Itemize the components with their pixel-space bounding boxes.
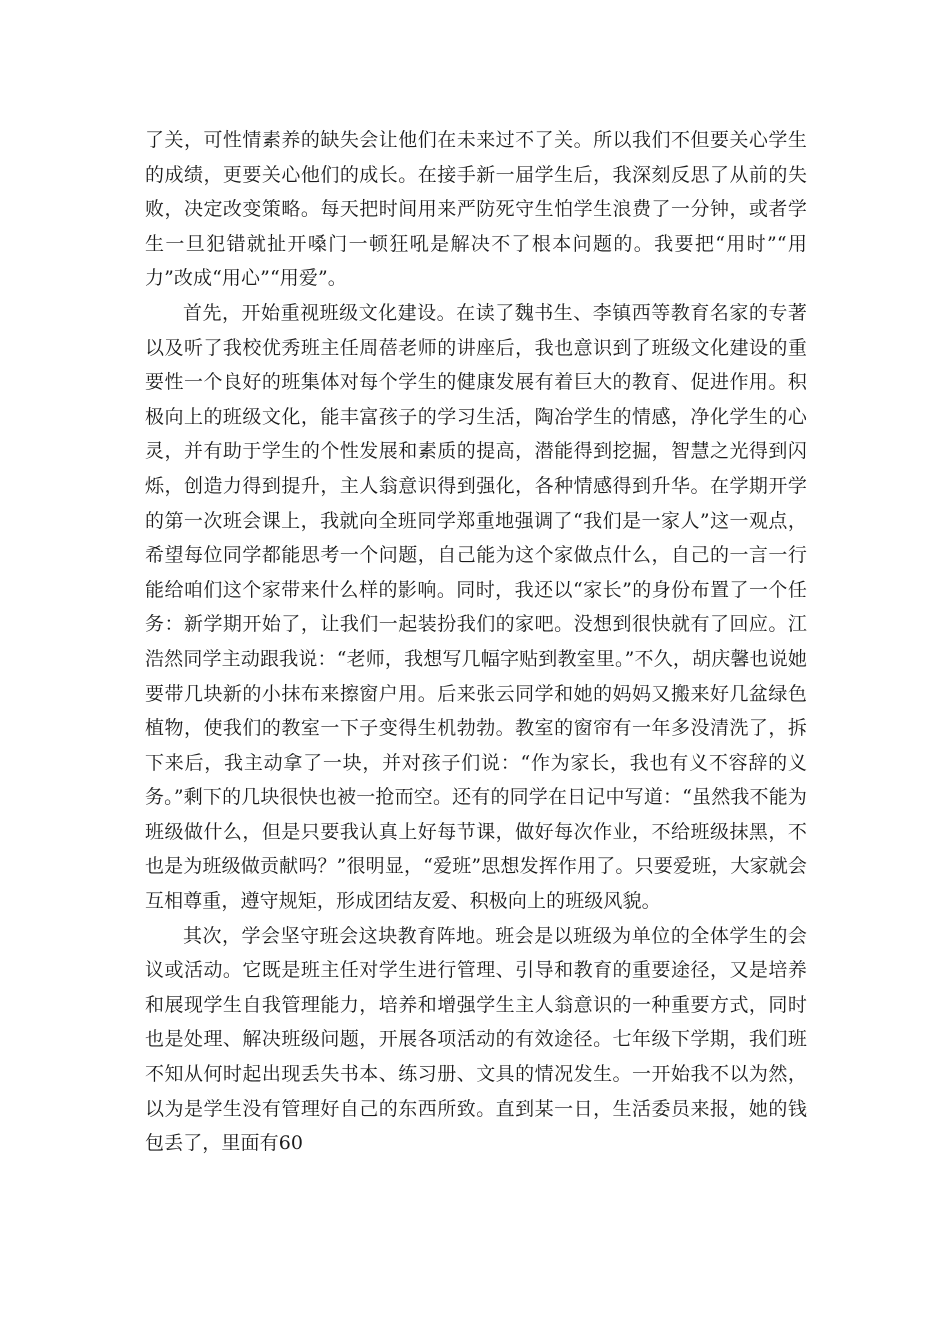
- paragraph-1: 了关，可性情素养的缺失会让他们在未来过不了关。所以我们不但要关心学生的成绩，更要关心他们的成长。在接手新一届学生后，我深刻反思了从前的失败，决定改变策略。每天把时间用来严防死守生怕学生浪费了一分钟，或者学生一旦犯错就扯开嗓门一顿狂吼是解决不了根本问题的。我要把“用时”“用力”改成“用心”“用爱”。: [145, 129, 807, 290]
- body-text: [145, 123, 807, 1161]
- paragraph-3: 其次，学会坚守班会这块教育阵地。班会是以班级为单位的全体学生的会议或活动。它既是班主任对学生进行管理、引导和教育的重要途径，又是培养和展现学生自我管理能力，培养和增强学生主人翁意识的一种重要方式，同时也是处理、解决班级问题，开展各项活动的有效途径。七年级下学期，我们班不知从何时起出现丢失书本、练习册、文具的情况发生。一开始我不以为然，以为是学生没有管理好自己的东西所致。直到某一日，生活委员来报，她的钱包丢了，里面有60: [145, 924, 807, 1155]
- paragraph-2: 首先，开始重视班级文化建设。在读了魏书生、李镇西等教育名家的专著以及听了我校优秀班主任周蓓老师的讲座后，我也意识到了班级文化建设的重要性一个良好的班集体对每个学生的健康发展有着巨大的教育、促进作用。积极向上的班级文化，能丰富孩子的学习生活，陶冶学生的情感，净化学生的心灵，并有助于学生的个性发展和素质的提高，潜能得到挖掘，智慧之光得到闪烁，创造力得到提升，主人翁意识得到强化，各种情感得到升华。在学期开学的第一次班会课上，我就向全班同学郑重地强调了“我们是一家人”这一观点，希望每位同学都能思考一个问题，自己能为这个家做点什么，自己的一言一行能给咱们这个家带来什么样的影响。同时，我还以“家长”的身份布置了一个任务：新学期开始了，让我们一起装扮我们的家吧。没想到很快就有了回应。江浩然同学主动跟我说：“老师，我想写几幅字贴到教室里。”不久，胡庆馨也说她要带几块新的小抹布来擦窗户用。后来张云同学和她的妈妈又搬来好几盆绿色植物，使我们的教室一下子变得生机勃勃。教室的窗帘有一年多没清洗了，拆下来后，我主动拿了一块，并对孩子们说：“作为家长，我也有义不容辞的义务。”剩下的几块很快也被一抢而空。还有的同学在日记中写道：“虽然我不能为班级做什么，但是只要我认真上好每节课，做好每次作业，不给班级抹黑，不也是为班级做贡献吗？”很明显，“爱班”思想发挥作用了。只要爱班，大家就会互相尊重，遵守规矩，形成团结友爱、积极向上的班级风貌。: [145, 301, 807, 913]
